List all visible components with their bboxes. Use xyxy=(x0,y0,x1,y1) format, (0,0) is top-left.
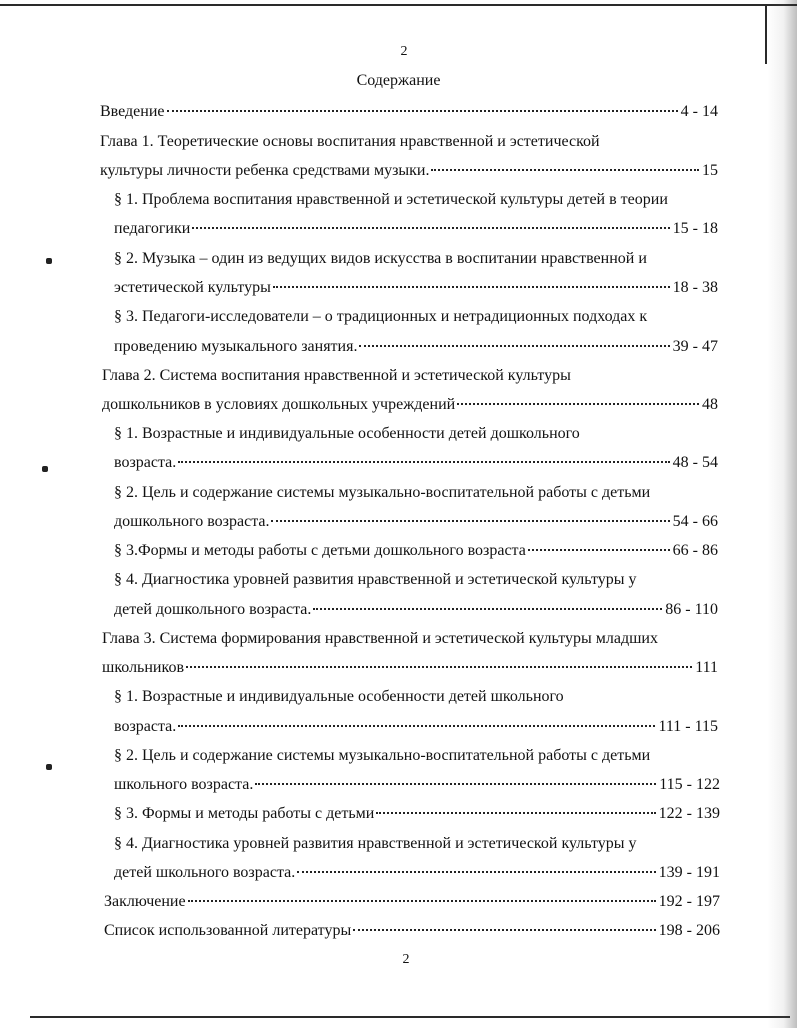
dot-leader xyxy=(188,899,656,902)
toc-line-text: § 4. Диагностика уровней развития нравственной и эстетической культуры у xyxy=(114,835,637,852)
toc-line-text: § 3. Формы и методы работы с детьми xyxy=(114,805,375,822)
dot-leader xyxy=(313,607,662,610)
toc-line-page: 15 - 18 xyxy=(672,220,718,237)
toc-line-page: 54 - 66 xyxy=(672,513,718,530)
toc-line-page: 111 - 115 xyxy=(658,718,718,735)
page-title: Содержание xyxy=(356,72,441,89)
toc-line-page: 48 xyxy=(702,396,718,413)
toc-line-page: 39 - 47 xyxy=(672,338,718,355)
toc-line xyxy=(102,656,718,680)
toc-line xyxy=(114,832,734,856)
toc-line-page: 15 xyxy=(702,162,718,179)
scan-edge-shadow xyxy=(767,0,797,1028)
dot-leader xyxy=(376,811,655,814)
dot-leader xyxy=(528,548,670,551)
toc-line xyxy=(114,598,718,622)
toc-line-text: § 4. Диагностика уровней развития нравственной и эстетической культуры у xyxy=(114,571,637,588)
toc-line-text: § 2. Цель и содержание системы музыкально-воспитательной работы с детьми xyxy=(114,747,651,764)
page-number-bottom: 2 xyxy=(402,952,410,967)
scan-speck xyxy=(42,466,48,472)
toc-line xyxy=(104,890,720,914)
toc-line-text: педагогики xyxy=(114,220,191,237)
dot-leader xyxy=(178,724,655,727)
toc-line xyxy=(114,276,718,300)
toc-line-text: дошкольников в условиях дошкольных учреждений xyxy=(102,396,456,413)
dot-leader xyxy=(297,870,655,873)
dot-leader xyxy=(186,665,692,668)
toc-line xyxy=(102,627,742,651)
scan-speck xyxy=(46,764,52,770)
toc-line xyxy=(114,481,734,505)
toc-line-page: 111 xyxy=(695,659,718,676)
toc-line-page: 86 - 110 xyxy=(665,601,718,618)
scan-border-top xyxy=(0,4,797,6)
toc-line-text: дошкольного возраста. xyxy=(114,513,270,530)
dot-leader xyxy=(431,168,699,171)
toc-line xyxy=(114,217,718,241)
toc-line-text: Введение xyxy=(100,103,165,120)
toc-line xyxy=(114,510,718,534)
toc-line xyxy=(104,919,720,943)
toc-line-text: Заключение xyxy=(104,893,186,910)
toc-line-text: проведению музыкального занятия. xyxy=(114,338,358,355)
dot-leader xyxy=(167,109,678,112)
toc-line xyxy=(102,393,718,417)
toc-line xyxy=(114,685,734,709)
toc-line-page: 18 - 38 xyxy=(672,279,718,296)
toc-line-text: культуры личности ребенка средствами музыки. xyxy=(100,162,430,179)
toc-line-text: § 2. Музыка – один из ведущих видов искусства в воспитании нравственной и xyxy=(114,250,647,267)
toc-line-text: школьного возраста. xyxy=(114,776,254,793)
toc-line-text: § 3. Педагоги-исследователи – о традиционных и нетрадиционных подходах к xyxy=(114,308,648,325)
toc-line xyxy=(114,773,720,797)
page-number-top: 2 xyxy=(400,44,408,59)
toc-line-page: 198 - 206 xyxy=(658,922,720,939)
toc-line xyxy=(100,130,720,154)
dot-leader xyxy=(271,519,669,522)
toc-line xyxy=(114,305,734,329)
toc-line xyxy=(114,422,734,446)
dot-leader xyxy=(178,460,669,463)
toc-line xyxy=(102,364,722,388)
dot-leader xyxy=(353,928,655,931)
scan-border-bottom xyxy=(30,1016,790,1018)
dot-leader xyxy=(273,285,670,288)
toc-line-page: 4 - 14 xyxy=(680,103,718,120)
toc-line-page: 192 - 197 xyxy=(658,893,720,910)
toc-line xyxy=(100,159,718,183)
toc-line-page: 66 - 86 xyxy=(672,542,718,559)
toc-line xyxy=(114,247,734,271)
toc-line-text: Список использованной литературы xyxy=(104,922,352,939)
dot-leader xyxy=(192,226,669,229)
toc-line-text: § 1. Возрастные и индивидуальные особенности детей школьного xyxy=(114,688,564,705)
dot-leader xyxy=(359,344,669,347)
toc-line-page: 139 - 191 xyxy=(658,864,720,881)
toc-line-text: возраста. xyxy=(114,454,177,471)
toc-line-text: § 1. Возрастные и индивидуальные особенности детей дошкольного xyxy=(114,425,580,442)
toc-line xyxy=(114,451,718,475)
toc-line xyxy=(114,861,720,885)
toc-line-page: 115 - 122 xyxy=(659,776,720,793)
toc-line-text: эстетической культуры xyxy=(114,279,271,296)
toc-line xyxy=(114,335,718,359)
toc-line-text: Глава 1. Теоретические основы воспитания нравственной и эстетической xyxy=(100,133,600,150)
toc-line-text: Глава 2. Система воспитания нравственной и эстетической культуры xyxy=(102,367,571,384)
toc-line-text: школьников xyxy=(102,659,184,676)
toc-line xyxy=(114,802,720,826)
toc-line xyxy=(114,188,734,212)
toc-line-page: 48 - 54 xyxy=(672,454,718,471)
toc-line-text: § 1. Проблема воспитания нравственной и эстетической культуры детей в теории xyxy=(114,191,668,208)
toc-line-text: § 3.Формы и методы работы с детьми дошкольного возраста xyxy=(114,542,526,559)
toc-line-text: детей школьного возраста. xyxy=(114,864,296,881)
toc-line xyxy=(114,744,734,768)
toc-line-text: детей дошкольного возраста. xyxy=(114,601,312,618)
toc-line-page: 122 - 139 xyxy=(658,805,720,822)
scan-speck xyxy=(46,258,52,264)
toc-line xyxy=(114,539,718,563)
toc-line-text: возраста. xyxy=(114,718,177,735)
toc-line xyxy=(100,100,718,124)
toc-line-text: Глава 3. Система формирования нравственной и эстетической культуры младших xyxy=(102,630,658,647)
dot-leader xyxy=(457,402,699,405)
toc-line xyxy=(114,568,734,592)
toc-line-text: § 2. Цель и содержание системы музыкально-воспитательной работы с детьми xyxy=(114,484,651,501)
dot-leader xyxy=(255,782,656,785)
toc-line xyxy=(114,715,718,739)
